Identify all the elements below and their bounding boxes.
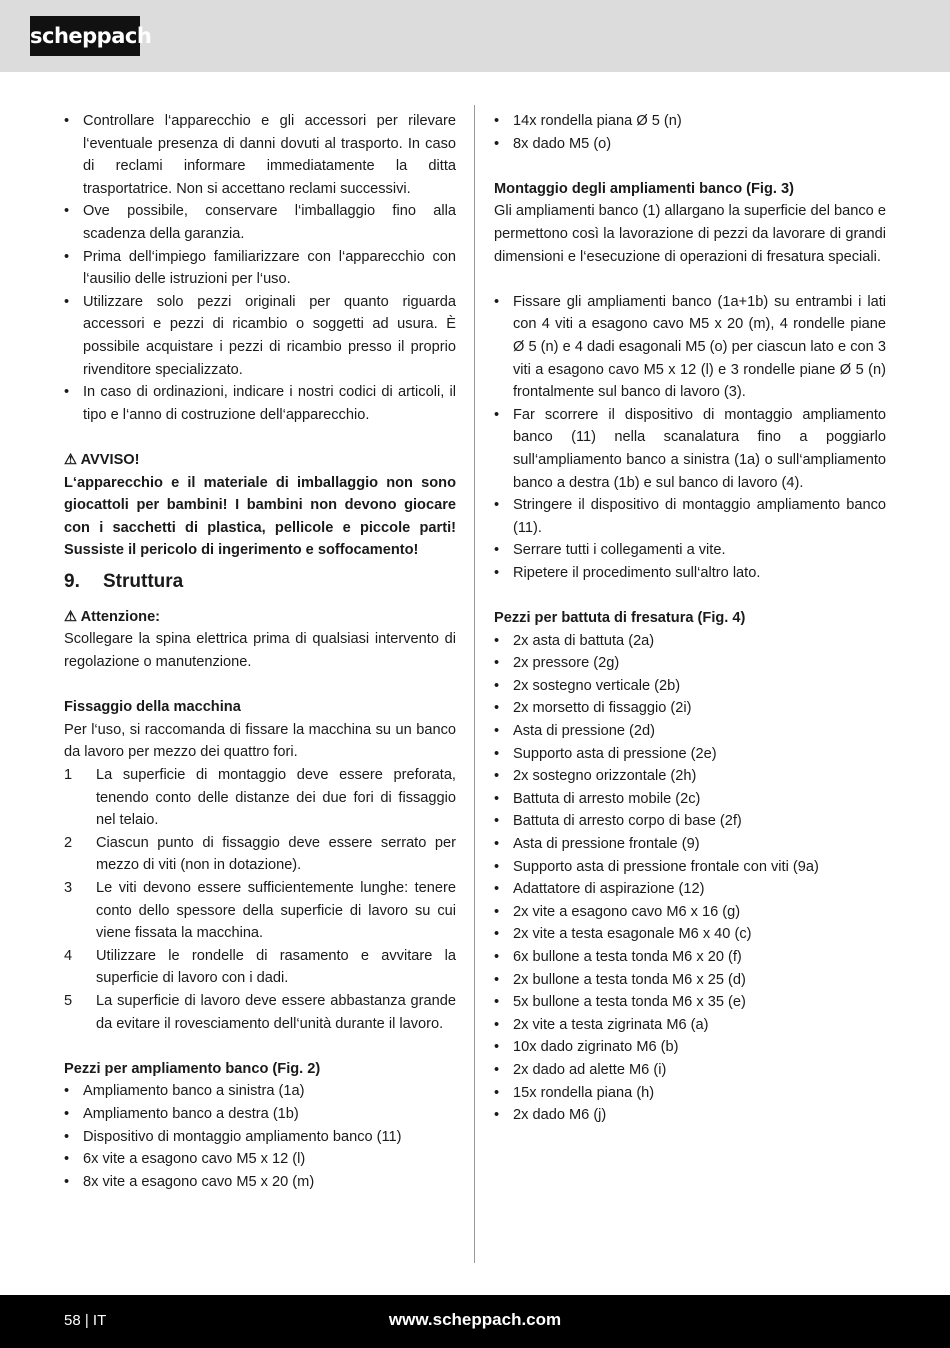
list-item: • 10x dado zigrinato M6 (b) [494,1036,886,1059]
list-item: • Controllare l‘apparecchio e gli accessori per rilevare l‘eventuale presenza di danni dovuti al trasporto. In caso di reclami informare immediatamente la ditta trasportatrice. Non si accettano reclami successivi. [64,110,456,200]
parts4-title: Pezzi per battuta di fresatura (Fig. 4) [494,610,746,627]
list-item: • Prima dell‘impiego familiarizzare con l‘apparecchio con l‘ausilio delle istruzioni per l‘uso. [64,246,456,291]
list-item: • Asta di pressione frontale (9) [494,833,886,856]
list-item: • 2x bullone a testa tonda M6 x 25 (d) [494,969,886,992]
list-item: • 6x vite a esagono cavo M5 x 12 (l) [64,1148,456,1171]
list-item: • 2x dado M6 (j) [494,1104,886,1127]
website-url: www.scheppach.com [388,1310,562,1329]
step-text: Ciascun punto di fissaggio deve essere serrato per mezzo di viti (non in dotazione). [96,834,456,874]
intro-bullet-list [64,110,456,426]
list-item: • 2x pressore (2g) [494,652,886,675]
right-column [494,110,886,1127]
page-number: 58 | IT [64,1312,107,1329]
column-divider [474,105,475,1263]
step-number: 5 [64,992,73,1009]
list-item: • Far scorrere il dispositivo di montaggio ampliamento banco (11) nella scanalatura fino a poggiarlo sull‘ampliamento banco a sinistra (1a) o sull‘ampliamento banco a destra (1b) e sul banco di lavoro (4). [494,404,886,494]
fix-title: Fissaggio della macchina [64,699,241,716]
step-text: Utilizzare le rondelle di rasamento e avvitare la superficie di lavoro con i dadi. [96,947,456,987]
parts4-list [494,630,886,1127]
attention-text: Scollegare la spina elettrica prima di qualsiasi intervento di regolazione o manutenzione. [64,631,456,671]
list-item [64,764,456,832]
list-item: • Stringere il dispositivo di montaggio ampliamento banco (11). [494,494,886,539]
list-item: • Fissare gli ampliamenti banco (1a+1b) su entrambi i lati con 4 viti a esagono cavo M5 x 20 (m), 4 rondelle piane Ø 5 (n) e 4 dadi esagonali M5 (o) per ciascun lato e con 3 viti a esagono cavo M5 x 12 (l) e 3 rondelle piane Ø 5 (n) frontalmente sul banco di lavoro (3). [494,291,886,404]
mount-title: Montaggio degli ampliamenti banco (Fig. 3) [494,180,794,197]
list-item [64,945,456,990]
step-text: Le viti devono essere sufficientemente lunghe: tenere conto dello spessore della superficie di lavoro su cui viene fissata la macchina. [96,880,456,942]
list-item: • Dispositivo di montaggio ampliamento banco (11) [64,1126,456,1149]
list-item: • 8x vite a esagono cavo M5 x 20 (m) [64,1171,456,1194]
list-item: • Ampliamento banco a sinistra (1a) [64,1080,456,1103]
parts2-cont-list [494,110,886,155]
list-item [64,877,456,945]
section-title: Struttura [103,570,184,592]
section-number: 9. [64,570,80,592]
section-heading [64,567,456,597]
list-item: • 5x bullone a testa tonda M6 x 35 (e) [494,991,886,1014]
step-text: La superficie di montaggio deve essere preforata, tenendo conto delle distanze dei due fori di fissaggio nel telaio. [96,767,456,829]
list-item: • 2x sostegno verticale (2b) [494,675,886,698]
list-item: • 8x dado M5 (o) [494,133,886,156]
mount-text: Gli ampliamenti banco (1) allargano la superficie del banco e permettono così la lavorazione di pezzi da lavorare di grandi dimensioni e l‘esecuzione di operazioni di fresatura speciali. [494,203,886,265]
list-item: • Battuta di arresto corpo di base (2f) [494,810,886,833]
step-number: 1 [64,767,73,784]
list-item: • 2x morsetto di fissaggio (2i) [494,697,886,720]
attention-title: ⚠ Attenzione: [64,608,161,625]
step-number: 2 [64,834,73,851]
step-text: La superficie di lavoro deve essere abbastanza grande da evitare il rovesciamento dell‘unità durante il lavoro. [96,992,456,1032]
list-item: • 2x sostegno orizzontale (2h) [494,765,886,788]
warning-text: L‘apparecchio e il materiale di imballaggio non sono giocattoli per bambini! I bambini non devono giocare con i sacchetti di plastica, pellicole e piccole parti! Sussiste il pericolo di ingerimento e soffocamento! [64,474,456,559]
list-item: • 2x vite a esagono cavo M6 x 16 (g) [494,901,886,924]
fix-intro: Per l‘uso, si raccomanda di fissare la macchina su un banco da lavoro per mezzo dei quattro fori. [64,721,456,761]
list-item: • Supporto asta di pressione (2e) [494,743,886,766]
list-item: • Ove possibile, conservare l‘imballaggio fino alla scadenza della garanzia. [64,200,456,245]
list-item: • 15x rondella piana (h) [494,1082,886,1105]
scheppach-logo: scheppach [30,16,140,56]
list-item [64,990,456,1035]
list-item: • Asta di pressione (2d) [494,720,886,743]
step-number: 4 [64,947,73,964]
list-item: • 6x bullone a testa tonda M6 x 20 (f) [494,946,886,969]
list-item: • Supporto asta di pressione frontale con viti (9a) [494,856,886,879]
list-item: • 2x vite a testa esagonale M6 x 40 (c) [494,923,886,946]
list-item [64,832,456,877]
step-number: 3 [64,880,73,896]
mount-steps-list [494,291,886,585]
warning-title: ⚠ AVVISO! [64,451,140,468]
list-item: • Serrare tutti i collegamenti a vite. [494,539,886,562]
list-item: • 2x vite a testa zigrinata M6 (a) [494,1014,886,1037]
list-item: • 14x rondella piana Ø 5 (n) [494,110,886,133]
parts2-list [64,1080,456,1193]
list-item: • Ampliamento banco a destra (1b) [64,1103,456,1126]
parts2-title: Pezzi per ampliamento banco (Fig. 2) [64,1060,321,1077]
list-item: • Battuta di arresto mobile (2c) [494,788,886,811]
fix-steps-list [64,764,456,1035]
list-item: • 2x asta di battuta (2a) [494,630,886,653]
list-item: • Utilizzare solo pezzi originali per quanto riguarda accessori e pezzi di ricambio o soggetti ad usura. È possibile acquistare i pezzi di ricambio presso il proprio rivenditore specializzato. [64,291,456,381]
list-item: • Ripetere il procedimento sull‘altro lato. [494,562,886,585]
page-footer [0,1295,950,1348]
list-item: • 2x dado ad alette M6 (i) [494,1059,886,1082]
page-header [0,0,950,72]
left-column [64,110,456,1193]
list-item: • Adattatore di aspirazione (12) [494,878,886,901]
list-item: • In caso di ordinazioni, indicare i nostri codici di articoli, il tipo e l‘anno di costruzione dell‘apparecchio. [64,381,456,426]
